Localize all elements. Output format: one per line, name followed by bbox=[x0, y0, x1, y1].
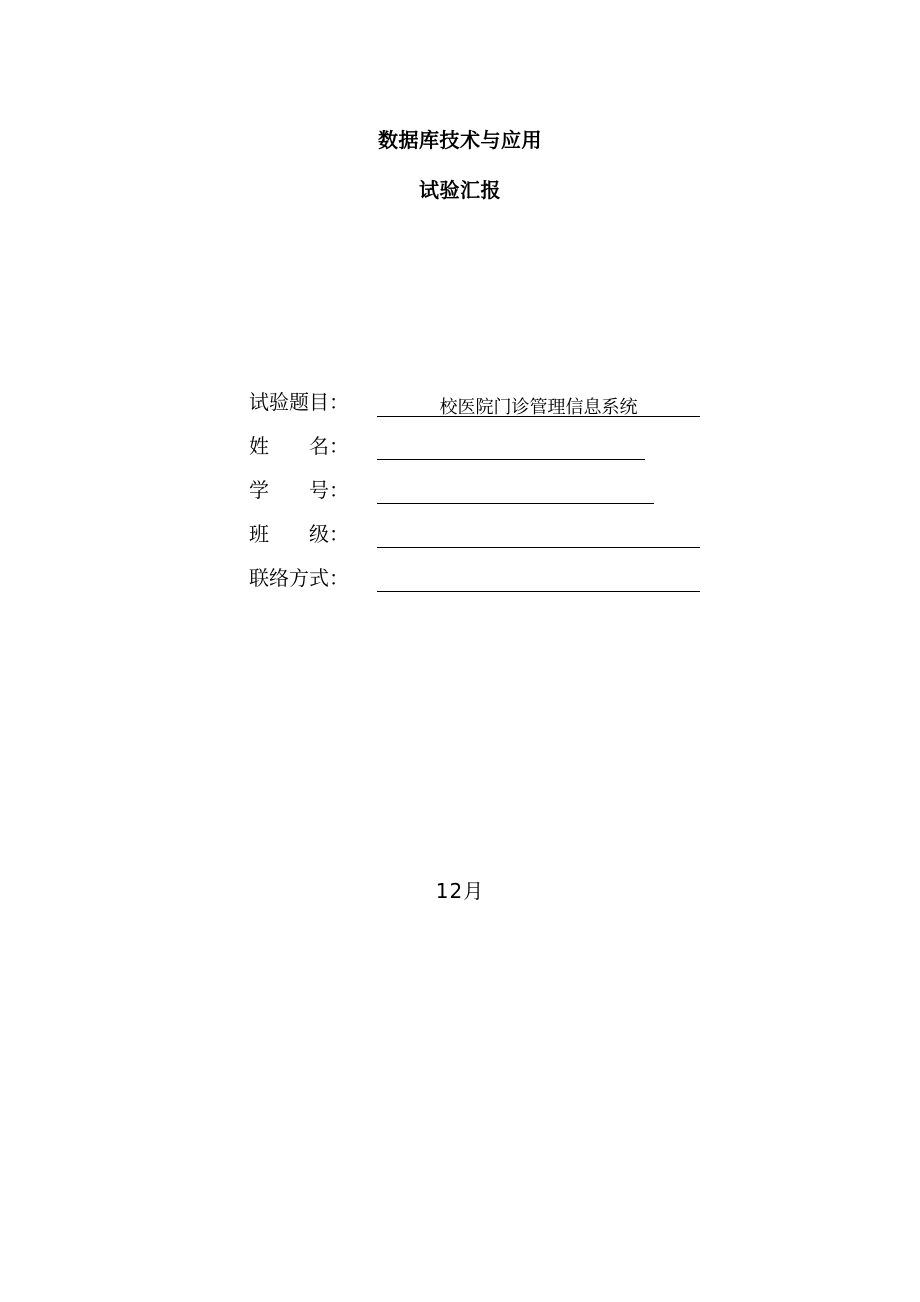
report-date: 12月 bbox=[435, 879, 485, 903]
field-underline-contact bbox=[377, 591, 700, 592]
field-label-topic: 试验题目： bbox=[249, 390, 349, 414]
course-title: 数据库技术与应用 bbox=[378, 128, 542, 152]
field-label-student-id: 学 号： bbox=[249, 478, 349, 502]
field-underline-topic bbox=[377, 416, 700, 417]
field-underline-class bbox=[377, 547, 700, 548]
report-subtitle: 试验汇报 bbox=[419, 178, 501, 202]
field-label-class: 班 级： bbox=[249, 522, 349, 546]
field-label-name: 姓 名： bbox=[249, 434, 349, 458]
field-underline-name bbox=[377, 459, 645, 460]
field-value-topic: 校医院门诊管理信息系统 bbox=[439, 397, 638, 418]
field-label-contact: 联络方式： bbox=[249, 566, 349, 590]
field-underline-student-id bbox=[377, 503, 654, 504]
